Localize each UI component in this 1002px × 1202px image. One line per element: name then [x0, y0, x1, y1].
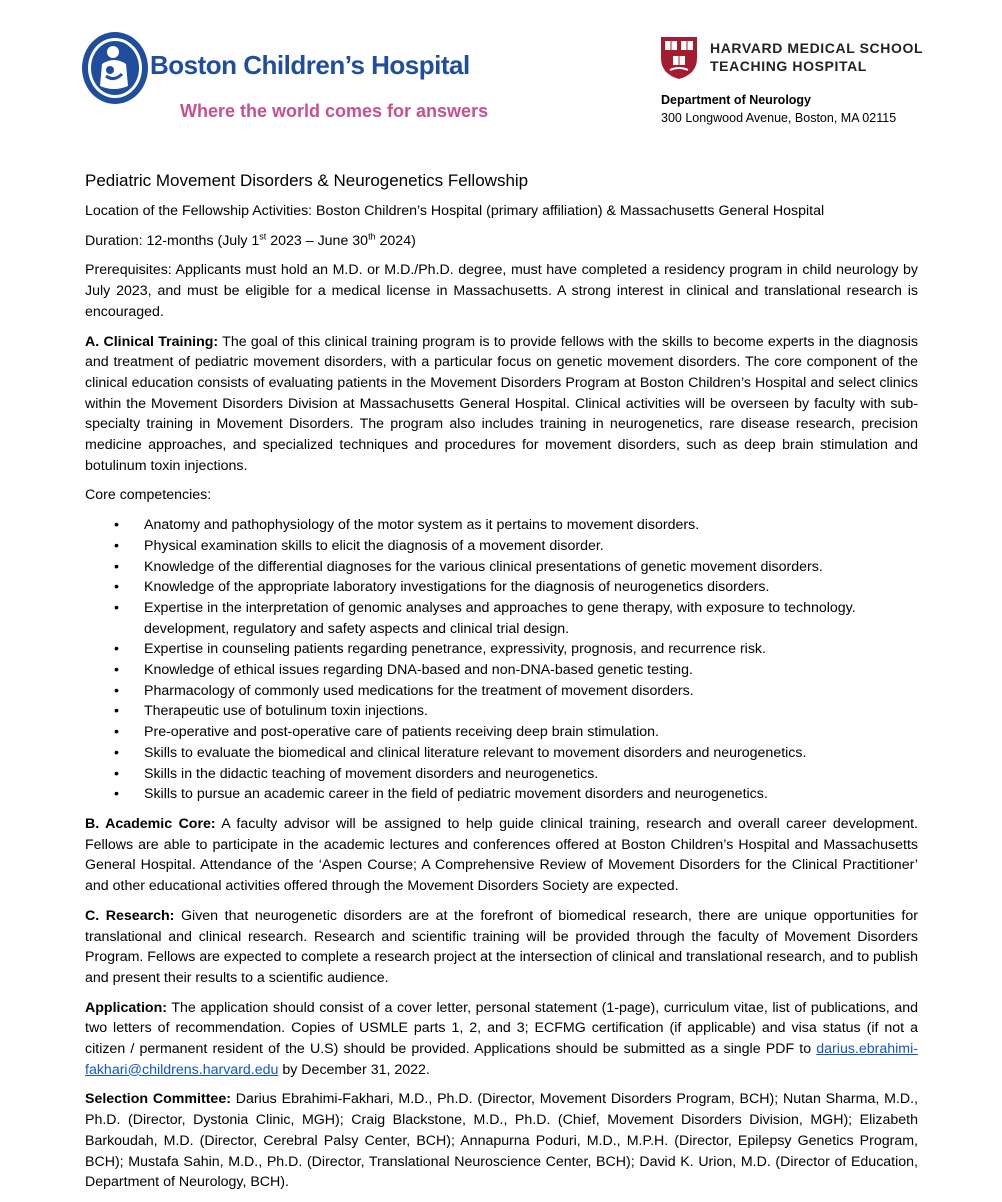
clinical-training-section	[85, 332, 918, 477]
list-item: • Physical examination skills to elicit the diagnosis of a movement disorder.	[144, 536, 918, 557]
application-text: The application should consist of a cover letter, personal statement (1-page), curriculum vitae, list of publications, and two letters of recommendation. Copies of USMLE parts 1, 2, and 3; ECFMG certification (if applicable) and visa status (if not a citizen / permanent resident of the U.S) should be provided. Applications should be submitted as a single PDF to	[85, 999, 918, 1058]
list-item: • Expertise in the interpretation of genomic analyses and approaches to gene therapy, with exposure to technology. development, regulatory and safety aspects and clinical trial design.	[114, 599, 856, 637]
hms-subtitle: TEACHING HOSPITAL	[710, 58, 867, 74]
selection-committee-text: Darius Ebrahimi-Fakhari, M.D., Ph.D. (Director, Movement Disorders Program, BCH); Nutan Sharma, M.D., Ph.D. (Director, Dystonia Clinic, MGH); Craig Blackstone, M.D., Ph.D. (Chief, Movement Disorders Division, MGH); Elizabeth Barkoudah, M.D. (Director, Cerebral Palsy Center, BCH); Annapurna Poduri, M.D., M.P.H. (Director, Epilepsy Genetics Program, BCH); Mustafa Sahin, M.D., Ph.D. (Director, Translational Neuroscience Center, BCH); David K. Urion, M.D. (Director of Education, Department of Neurology, BCH).	[85, 1091, 918, 1191]
research-text: Given that neurogenetic disorders are at the forefront of biomedical research, there are unique opportunities for translational and clinical research. Research and scientific training will be provided through the faculty of Movement Disorders Program. Fellows are expected to complete a research project at the intersection of clinical and translational research, and to publish and present their results to a scientific audience.	[85, 907, 918, 986]
bullet-icon: •	[114, 682, 119, 699]
prerequisites-paragraph: Prerequisites: Applicants must hold an M.D. or M.D./Ph.D. degree, must have completed a residency program in child neurology by July 2023, and must be eligible for a medical license in Massachusetts. A strong interest in clinical and translational research is encouraged.	[85, 262, 918, 320]
list-item: • Expertise in counseling patients regarding penetrance, expressivity, prognosis, and recurrence risk.	[144, 639, 918, 660]
academic-core-text: A faculty advisor will be assigned to help guide clinical training, research and overall career development. Fellows are able to participate in the academic lectures and conferences offered at Boston Children’s Hospital and Massachusetts General Hospital. Attendance of the ‘Aspen Course; A Comprehensive Review of Movement Disorders for the Clinical Practitioner’ and other educational activities offered through the Movement Disorders Society are expected.	[85, 815, 918, 895]
list-item: • Knowledge of the appropriate laboratory investigations for the diagnosis of neurogenetics disorders.	[144, 577, 918, 598]
clinical-training-label: A. Clinical Training:	[85, 333, 219, 350]
bullet-icon: •	[114, 703, 119, 720]
department-address: 300 Longwood Avenue, Boston, MA 02115	[661, 111, 897, 125]
list-item: • Pre-operative and post-operative care of patients receiving deep brain stimulation.	[144, 722, 918, 743]
core-competencies-heading: Core competencies:	[85, 487, 212, 504]
list-item: • Knowledge of ethical issues regarding DNA-based and non-DNA-based genetic testing.	[144, 660, 918, 681]
selection-committee-section	[85, 1089, 918, 1193]
bullet-icon: •	[114, 641, 119, 658]
department-name: Department of Neurology	[661, 93, 812, 107]
page-title: Pediatric Movement Disorders & Neurogenetics Fellowship	[85, 171, 529, 190]
list-item: • Anatomy and pathophysiology of the motor system as it pertains to movement disorders.	[144, 515, 918, 536]
bullet-icon: •	[114, 662, 119, 679]
bullet-icon: •	[114, 765, 119, 782]
list-item: • Skills to evaluate the biomedical and clinical literature relevant to movement disorders and neurogenetics.	[144, 743, 918, 764]
list-item: • Skills to pursue an academic career in the field of pediatric movement disorders and neurogenetics.	[144, 784, 918, 805]
selection-committee-label: Selection Committee:	[85, 1091, 231, 1108]
application-deadline: by December 31, 2022.	[278, 1061, 430, 1078]
academic-core-section	[85, 814, 918, 897]
document-body	[85, 170, 918, 1202]
contact-email-link[interactable]: darius.ebrahimi-fakhari@childrens.harvard.edu	[85, 1041, 918, 1078]
duration-line: Duration: 12-months (July 1st 2023 – June 30th 2024)	[85, 230, 416, 249]
location-line: Location of the Fellowship Activities: Boston Children’s Hospital (primary affiliation) & Massachusetts General Hospital	[85, 203, 825, 219]
list-item: • Skills in the didactic teaching of movement disorders and neurogenetics.	[144, 764, 918, 785]
application-label: Application:	[85, 999, 167, 1016]
list-item: • Pharmacology of commonly used medications for the treatment of movement disorders.	[144, 681, 918, 702]
hospital-tagline: Where the world comes for answers	[180, 101, 489, 121]
bullet-icon: •	[114, 537, 119, 554]
bullet-icon: •	[114, 558, 119, 575]
letterhead	[0, 0, 1002, 160]
bullet-icon: •	[114, 724, 119, 741]
research-label: C. Research:	[85, 907, 175, 924]
competencies-list	[85, 515, 918, 805]
clinical-training-text: The goal of this clinical training program is to provide fellows with the skills to become experts in the diagnosis and treatment of pediatric movement disorders, with a particular focus on genetic movement disorders. The core component of the clinical education consists of evaluating patients in the Movement Disorders Program at Boston Children’s Hospital and select clinics within the Movement Disorders Division at Massachusetts General Hospital. Clinical activities will be overseen by faculty with sub-specialty training in Movement Disorders. The program also includes training in neurogenetics, rare disease research, precision medicine approaches, and specialized techniques and procedures for movement disorders, such as deep brain stimulation and botulinum toxin injections.	[85, 333, 919, 474]
research-section	[85, 906, 918, 989]
list-item: • Therapeutic use of botulinum toxin injections.	[144, 701, 918, 722]
application-section	[85, 998, 918, 1081]
list-item: • Knowledge of the differential diagnoses for the various clinical presentations of genetic movement disorders.	[144, 557, 918, 578]
bullet-icon: •	[114, 517, 119, 534]
bullet-icon: •	[114, 786, 119, 803]
hms-name: HARVARD MEDICAL SCHOOL	[710, 40, 924, 56]
bullet-icon: •	[114, 599, 119, 616]
hospital-name: Boston Children’s Hospital	[150, 50, 470, 80]
bch-logo-icon	[80, 30, 150, 106]
academic-core-label: B. Academic Core:	[85, 815, 216, 832]
bullet-icon: •	[114, 744, 119, 761]
bullet-icon: •	[114, 579, 119, 596]
harvard-shield-icon	[660, 36, 698, 80]
